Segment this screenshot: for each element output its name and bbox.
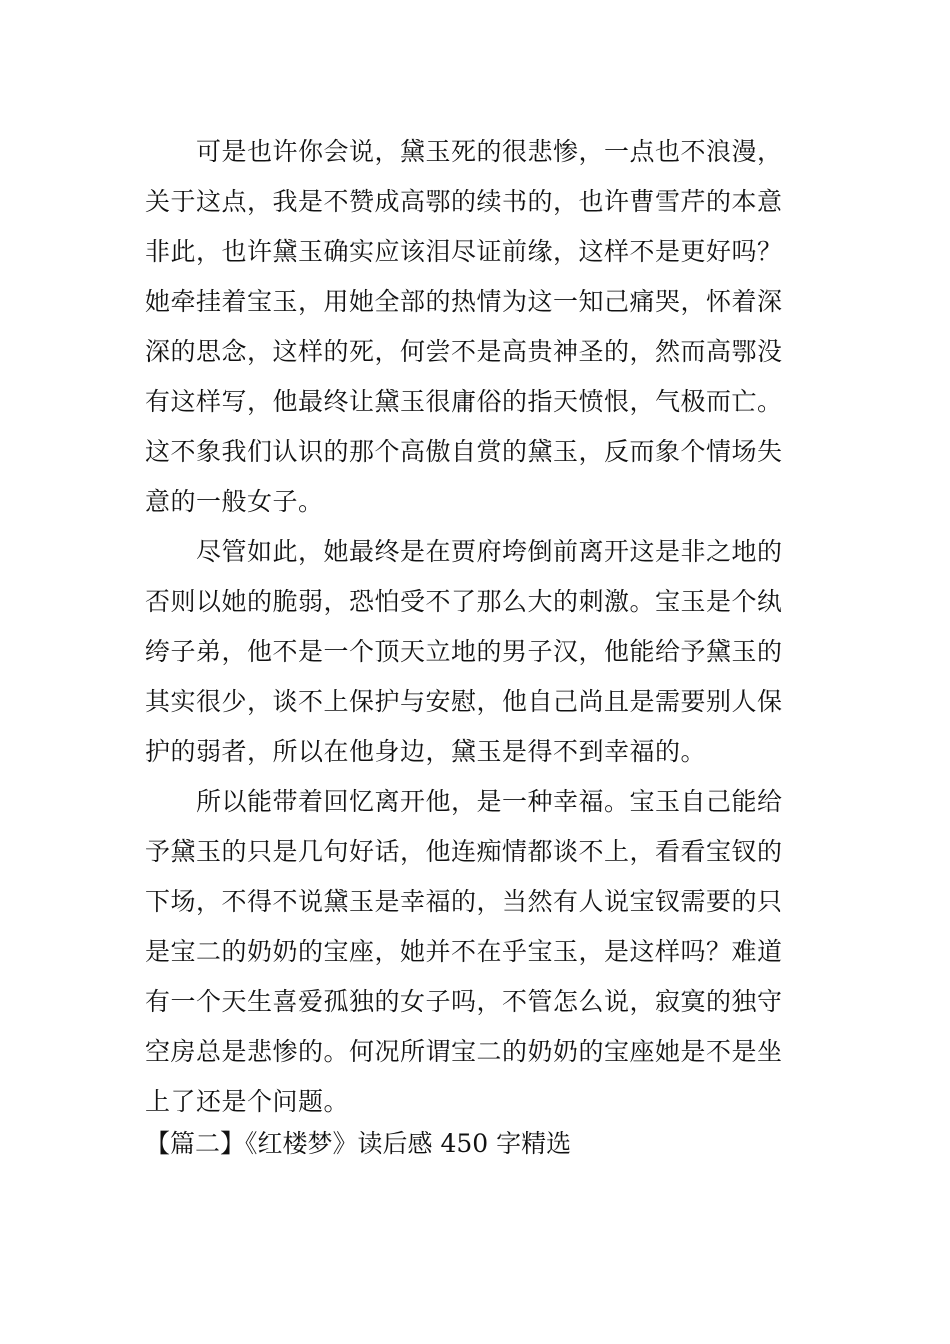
paragraph-2-line-1: 尽管如此，她最终是在贾府垮倒前离开这是非之地的 <box>196 537 783 566</box>
paragraph-2-line-5: 护的弱者，所以在他身边，黛玉是得不到幸福的。 <box>145 737 707 766</box>
paragraph-3-line-7: 上了还是个问题。 <box>145 1087 350 1116</box>
paragraph-1-line-1: 可是也许你会说，黛玉死的很悲惨，一点也不浪漫， <box>196 137 783 166</box>
paragraph-2-line-4: 其实很少，谈不上保护与安慰，他自己尚且是需要别人保 <box>145 687 783 716</box>
paragraph-3-line-2: 予黛玉的只是几句好话，他连痴情都谈不上，看看宝钗的 <box>145 837 783 866</box>
paragraph-1-line-4: 她牵挂着宝玉，用她全部的热情为这一知己痛哭，怀着深 <box>145 287 783 316</box>
paragraph-1-line-2: 关于这点，我是不赞成高鄂的续书的，也许曹雪芹的本意 <box>145 187 783 216</box>
paragraph-1-line-5: 深的思念，这样的死，何尝不是高贵神圣的，然而高鄂没 <box>145 337 783 366</box>
paragraph-1-line-7: 这不象我们认识的那个高傲自赏的黛玉，反而象个情场失 <box>145 437 783 466</box>
paragraph-3-line-3: 下场，不得不说黛玉是幸福的，当然有人说宝钗需要的只 <box>145 887 783 916</box>
paragraph-1-line-6: 有这样写，他最终让黛玉很庸俗的指天愤恨，气极而亡。 <box>145 387 783 416</box>
paragraph-2-line-3: 绔子弟，他不是一个顶天立地的男子汉，他能给予黛玉的 <box>145 637 783 666</box>
paragraph-1-line-3: 非此，也许黛玉确实应该泪尽证前缘，这样不是更好吗？ <box>145 237 783 266</box>
paragraph-1-line-8: 意的一般女子。 <box>145 487 324 516</box>
paragraph-3-line-4: 是宝二的奶奶的宝座，她并不在乎宝玉，是这样吗？难道 <box>145 937 783 966</box>
paragraph-3-line-5: 有一个天生喜爱孤独的女子吗，不管怎么说，寂寞的独守 <box>145 987 783 1016</box>
paragraph-3-line-1: 所以能带着回忆离开他，是一种幸福。宝玉自己能给 <box>196 787 783 816</box>
paragraph-2-line-2: 否则以她的脆弱，恐怕受不了那么大的刺激。宝玉是个纨 <box>145 587 783 616</box>
section-heading: 【篇二】《红楼梦》读后感 450 字精选 <box>145 1129 572 1158</box>
paragraph-3-line-6: 空房总是悲惨的。何况所谓宝二的奶奶的宝座她是不是坐 <box>145 1037 783 1066</box>
